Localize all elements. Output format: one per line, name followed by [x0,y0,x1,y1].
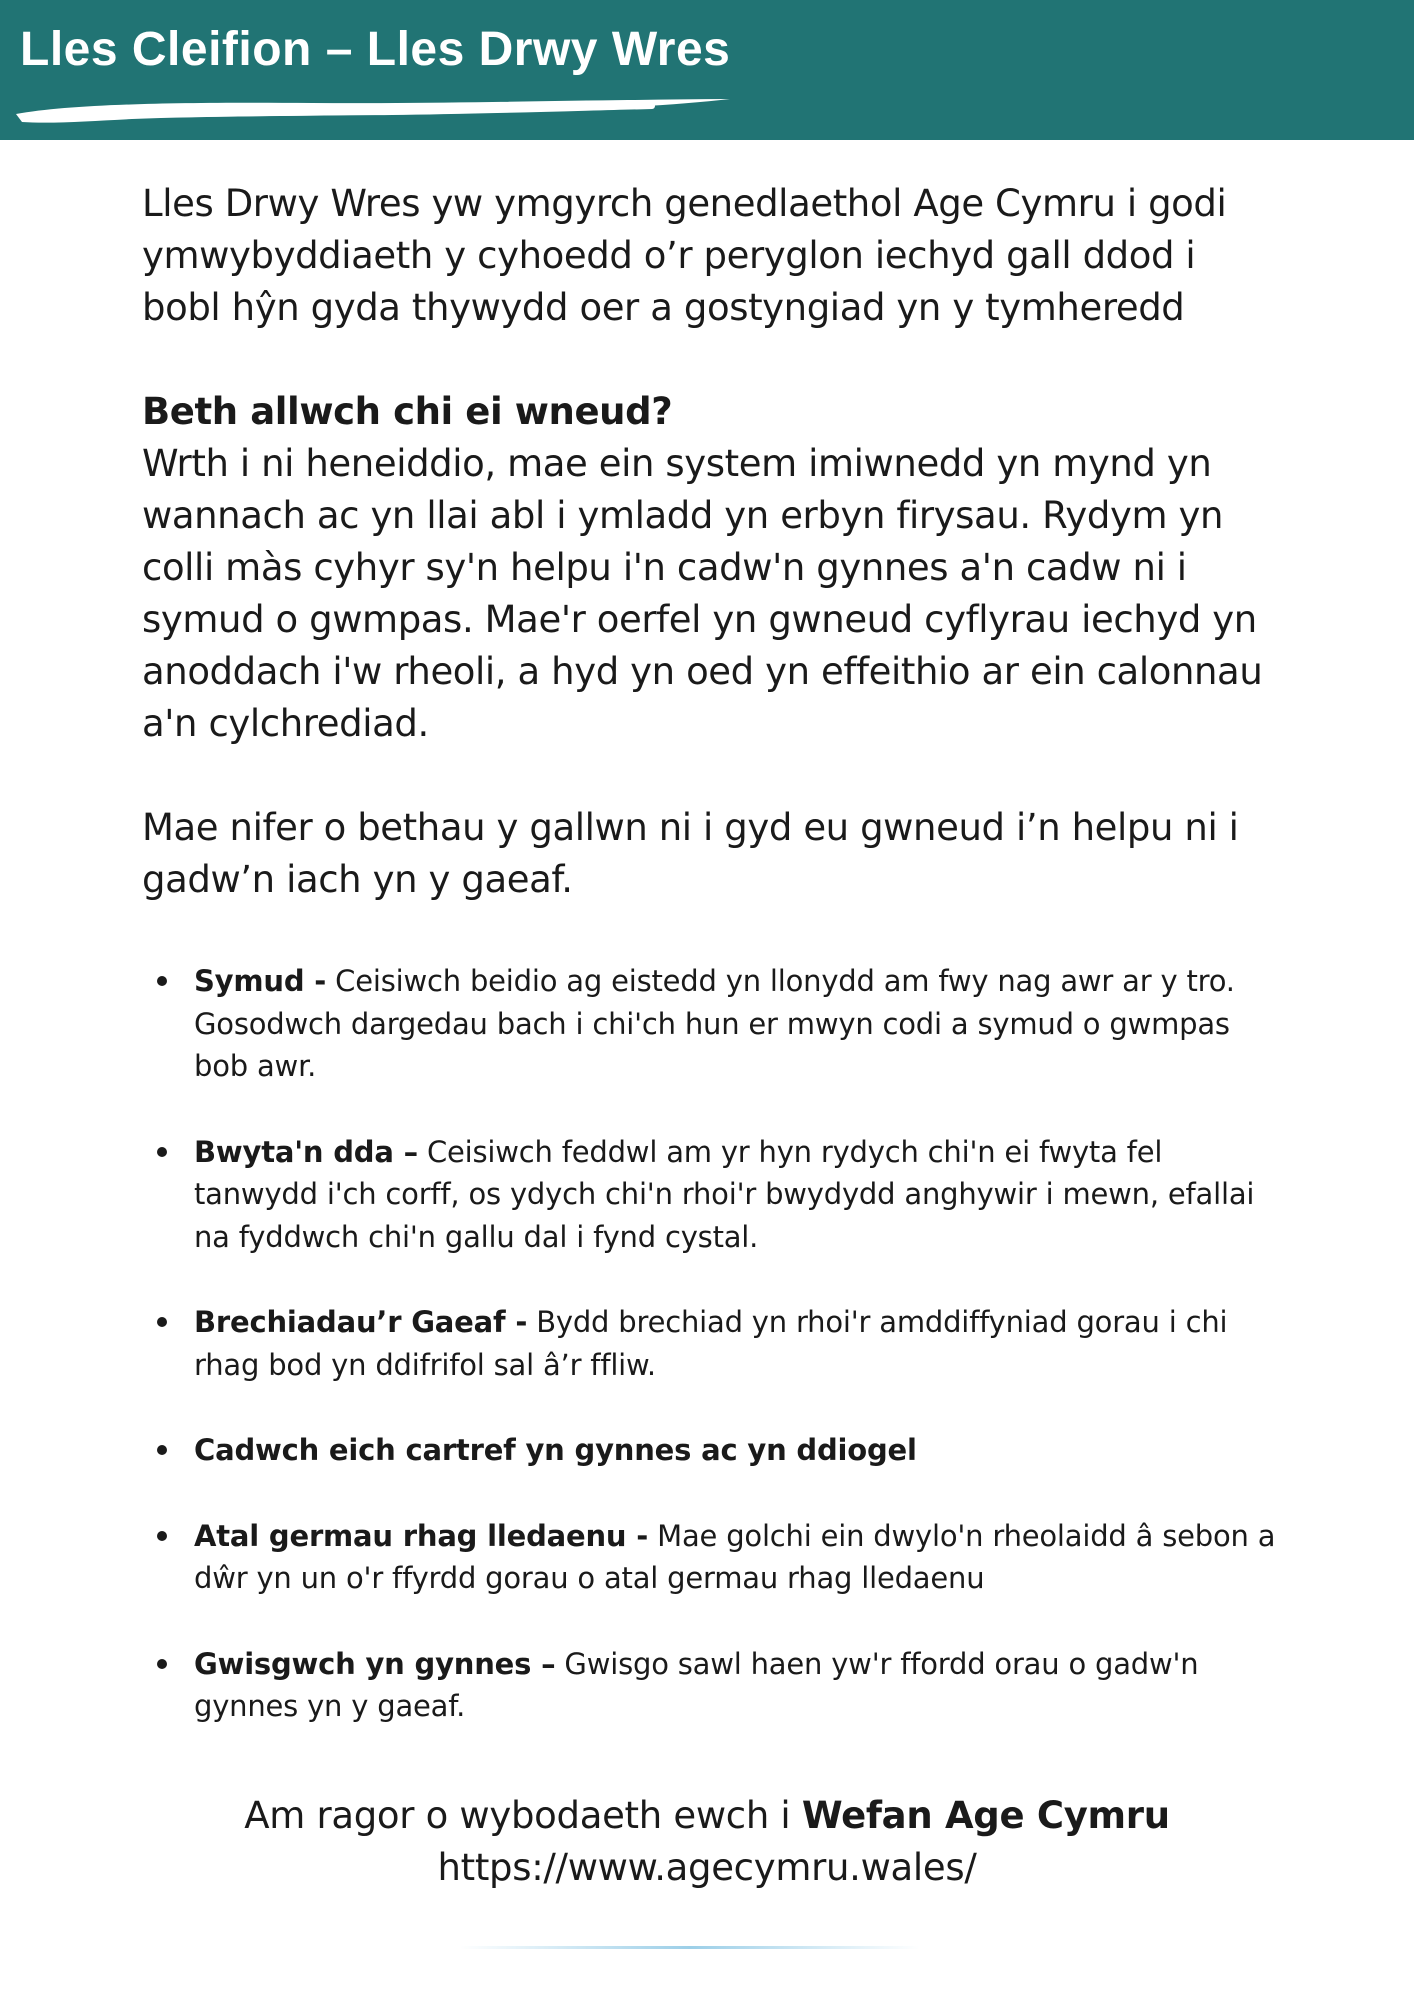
website-url[interactable]: https://www.agecymru.wales/ [437,1846,977,1889]
header-banner [0,0,1414,140]
bullet-icon [157,1317,167,1327]
tips-list [142,960,1282,1728]
bullet-icon [157,976,167,986]
decorative-divider [460,1946,920,1949]
tip-text: Ceisiwch beidio ag eistedd yn llonydd am fwy nag awr ar y tro. Gosodwch dargedau bach i chi'ch hun er mwyn codi a symud o gwmpas bob awr. [194,964,1235,1083]
list-item [142,1429,1282,1472]
tip-title: Atal germau rhag lledaenu - [194,1518,649,1553]
list-item [142,1301,1282,1386]
closing-paragraph: Mae nifer o bethau y gallwn ni i gyd eu gwneud i’n helpu ni i gadw’n iach yn y gaeaf. [142,806,1239,901]
list-item [142,960,1282,1088]
tip-title: Gwisgwch yn gynnes – [194,1646,556,1681]
footer-info [0,1790,1414,1894]
website-link-label[interactable]: Wefan Age Cymru [801,1794,1170,1837]
tip-text: Ceisiwch feddwl am yr hyn rydych chi'n ei fwyta fel tanwydd i'ch corff, os ydych chi'n rhoi'r bwydydd anghywir i mewn, efallai na fyddwch chi'n gallu dal i fynd cystal. [194,1134,1255,1254]
tip-text: Gwisgo sawl haen yw'r ffordd orau o gadw'n gynnes yn y gaeaf. [194,1646,1199,1723]
brush-stroke-underline [12,94,732,128]
tip-title: Symud - [194,964,327,998]
bullet-icon [157,1659,167,1669]
page-title: Lles Cleifion – Lles Drwy Wres [20,23,731,76]
main-content [142,178,1282,1771]
tip-text: Mae golchi ein dwylo'n rheolaidd â sebon a dŵr yn un o'r ffyrdd gorau o atal germau rhag lledaenu [194,1518,1276,1595]
tip-text: Bydd brechiad yn rhoi'r amddiffyniad gorau i chi rhag bod yn ddifrifol sal â’r ffliw. [194,1305,1228,1382]
footer-prefix: Am ragor o wybodaeth ewch i [244,1794,802,1837]
section-paragraph [142,386,1282,750]
footer-line [0,1790,1414,1842]
tip-title: Brechiadau’r Gaeaf - [194,1305,528,1339]
bullet-icon [157,1445,167,1455]
list-item [142,1131,1282,1259]
list-item [142,1515,1282,1600]
tip-title: Bwyta'n dda – [194,1134,418,1169]
intro-paragraph: Lles Drwy Wres yw ymgyrch genedlaethol Age Cymru i godi ymwybyddiaeth y cyhoedd o’r peryglon iechyd gall ddod i bobl hŷn gyda thywydd oer a gostyngiad yn y tymheredd [142,182,1227,329]
list-item [142,1643,1282,1728]
section-heading: Beth allwch chi ei wneud? [142,390,673,433]
bullet-icon [157,1531,167,1541]
tip-title: Cadwch eich cartref yn gynnes ac yn ddiogel [194,1433,917,1467]
bullet-icon [157,1147,167,1157]
section-body: Wrth i ni heneiddio, mae ein system imiwnedd yn mynd yn wannach ac yn llai abl i ymladd yn erbyn firysau. Rydym yn colli màs cyhyr sy'n helpu i'n cadw'n gynnes a'n cadw ni i symud o gwmpas. Mae'r oerfel yn gwneud cyflyrau iechyd yn anoddach i'w rheoli, a hyd yn oed yn effeithio ar ein calonnau a'n cylchrediad. [142,442,1263,745]
